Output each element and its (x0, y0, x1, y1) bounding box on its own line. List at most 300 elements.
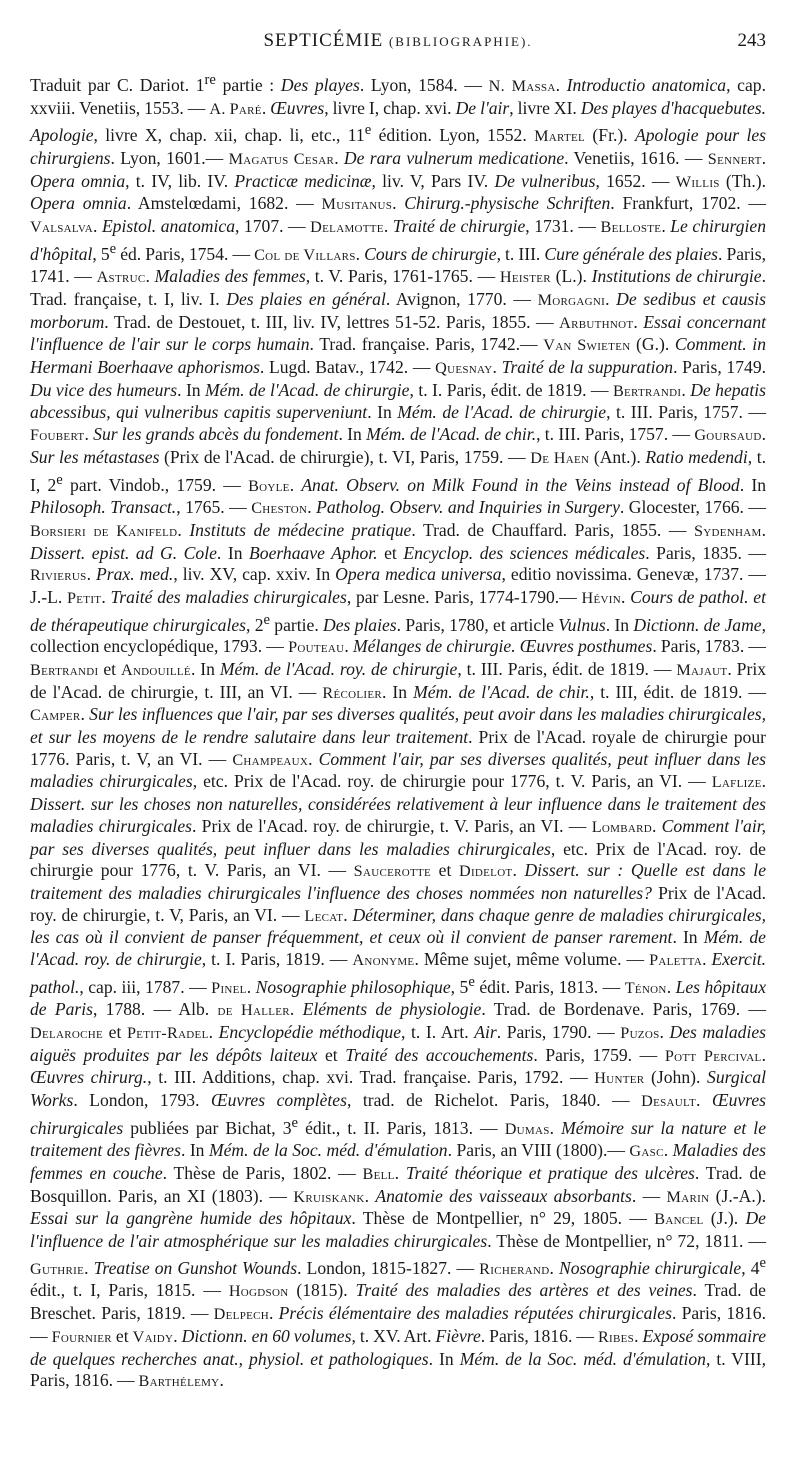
text-run: . (173, 1325, 182, 1346)
text-run: . Trad. de Bosquillon. Paris, an XI (1803). — (30, 1163, 767, 1206)
text-run: . Avignon, 1770. — (385, 288, 538, 309)
text-run: , 5 (92, 243, 110, 264)
text-run: . Lyon, 1584. — (359, 74, 489, 95)
text-run: . Trad. française, t. I, liv. I. (30, 266, 766, 309)
author-name: Heister (499, 268, 551, 287)
author-name: Willis (675, 172, 720, 191)
text-run: . London, 1793. (73, 1090, 212, 1111)
text-run: . Glocester, 1766. — (619, 497, 766, 518)
text-run: . (659, 1021, 670, 1042)
author-name: Majaut (676, 660, 728, 679)
text-run: . (663, 1140, 673, 1161)
title-italic: Traité de la suppuration (501, 357, 674, 378)
title-italic: Cure générale des plaies (544, 243, 719, 264)
text-run: . Amstelœdami, 1682. — (126, 193, 322, 214)
author-name: Richerand (479, 1259, 550, 1278)
text-run: , editio novissima. Genevæ, 1737. — J.-L. (30, 564, 766, 607)
title-italic: Anatomie des vaisseaux absorbants (375, 1185, 632, 1206)
author-name: Quesnay (435, 359, 493, 378)
title-italic: Les hôpitaux de Paris (30, 976, 767, 1020)
text-run: , t. I. Paris, 1819. — (201, 949, 353, 970)
text-run: , etc. Prix de l'Acad. roy. de chirurgie pour 1776, t. V. Paris, an VI. — (30, 838, 766, 881)
text-run: édit. Paris, 1813. — (474, 976, 625, 997)
text-run: . Paris, 1790. — (496, 1021, 621, 1042)
text-run: . (555, 74, 567, 95)
title-italic: Air (474, 1021, 497, 1042)
text-run: (Th.). (719, 170, 766, 191)
title-italic: Mém. de l'Acad. de chirurgie (397, 402, 607, 423)
title-italic: Des playes (280, 74, 360, 95)
text-run: , t. I, 2 (30, 446, 767, 495)
author-name: Magatus Cesar (228, 149, 335, 168)
title-italic: Sur les grands abcès du fondement (93, 424, 339, 445)
author-name: Fournier (51, 1327, 112, 1346)
text-run: . In (739, 474, 766, 495)
author-name: Bertrandi (30, 660, 99, 679)
superscript: e (291, 1114, 299, 1131)
text-run: . (681, 379, 691, 400)
author-name: Pouteau (288, 638, 345, 657)
author-name: Laflize (711, 773, 762, 792)
superscript: e (263, 611, 271, 628)
text-run: part. Vindob., 1759. — (62, 474, 249, 495)
author-name: Ténon (624, 978, 667, 997)
text-run: partie. (270, 614, 323, 635)
text-run: , trad. de Richelot. Paris, 1840. — (346, 1090, 642, 1111)
text-run: . In (367, 402, 398, 423)
text-run: . (761, 1044, 766, 1065)
text-run: . Thèse de Montpellier, n° 29, 1805. — (351, 1208, 655, 1229)
text-run: . (308, 748, 319, 769)
title-italic: Œuvres (270, 97, 325, 118)
text-run: (Ant.). (589, 446, 646, 467)
text-run: , liv. V, Pars IV. (371, 170, 495, 191)
title-italic: Mém. de l'Acad. de chir. (413, 681, 590, 702)
text-run: . (651, 815, 662, 836)
title-italic: Le chirurgien d'hôpital (30, 215, 767, 264)
text-run: , 1707. — (235, 215, 311, 236)
title-italic: Comment l'air, par ses diverses qualités, peut influer dans les maladies chirurgicales (30, 748, 766, 792)
text-run: . Prix de l'Acad. royale de chirurgie pour 1776. Paris, t. V, an VI. — (30, 726, 767, 769)
title-italic: Déterminer, dans chaque genre de maladies chirurgicales, les cas où il convient de panser fréquemment, et ceux où il convient de panser rarement (30, 904, 766, 948)
text-run: . (145, 266, 155, 287)
text-run: , 4 (741, 1257, 760, 1278)
title-italic: Maladies des femmes en couche (30, 1140, 766, 1184)
title-italic: Traité des accouchements (345, 1044, 534, 1065)
text-run: . (84, 424, 94, 445)
text-run: . (364, 1185, 376, 1206)
title-italic: Nosographie chirurgicale (558, 1257, 742, 1278)
author-name: De Haen (530, 448, 590, 467)
text-run: . Paris, 1780, et article (396, 614, 559, 635)
text-run: , livre I, chap. xvi. (324, 97, 456, 118)
text-run: , livre X, chap. xii, chap. li, etc., 11 (93, 125, 365, 146)
title-italic: Précis élémentaire des maladies réputées chirurgicales (278, 1303, 672, 1324)
author-name: Pott Percival (664, 1046, 762, 1065)
title-italic: Instituts de médecine pratique (189, 519, 412, 540)
text-run: , t. III. Paris, 1757. — (606, 402, 766, 423)
text-run: . Prix de l'Acad. roy. de chirurgie, t. V. Paris, an VI. — (191, 815, 592, 836)
author-name: Bertrandi (612, 381, 682, 400)
title-italic: Cours de chirurgie (364, 243, 497, 264)
title-italic: Dictionn. de Jame (633, 614, 762, 635)
author-name: Desault (641, 1092, 697, 1111)
text-run: . In (382, 681, 414, 702)
text-run: édit., t. II. Paris, 1813. — (298, 1117, 505, 1138)
text-run: , t. IV, lib. IV. (125, 170, 235, 191)
author-name: Valsalva (30, 217, 93, 236)
title-italic: Prax. med. (96, 564, 174, 585)
title-italic: Essai sur la gangrène humide des hôpitaux (30, 1208, 352, 1229)
text-run: . (621, 586, 631, 607)
superscript: e (109, 240, 117, 257)
title-italic: De l'air (455, 97, 510, 118)
title-italic: Opera omnia (30, 170, 126, 191)
text-run: édition. Lyon, 1552. (371, 125, 535, 146)
title-italic: Comment. in Hermani Boerhaave aphorismos (30, 334, 766, 378)
title-italic: Practicæ medicinæ (234, 170, 372, 191)
author-name: Vaidy (132, 1327, 174, 1346)
author-name: Lecat (304, 906, 344, 925)
text-run: . (383, 215, 393, 236)
text-run: , 5 (450, 976, 469, 997)
text-run: . Lyon, 1601.— (110, 147, 229, 168)
text-run: . Prix de l'Acad. de chirurgie, t. III, an VI. — (30, 658, 766, 702)
text-run: . In (190, 658, 220, 679)
author-name: Hogdson (228, 1282, 289, 1301)
author-name: N. Massa (488, 76, 556, 95)
author-name: Cheston (251, 499, 308, 518)
text-run: . Paris, 1783. — (652, 636, 767, 657)
author-name: Ribes (597, 1327, 635, 1346)
text-run: . (289, 999, 303, 1020)
text-run: . Lugd. Batav., 1742. — (259, 357, 436, 378)
text-run: (J.). (703, 1208, 746, 1229)
title-italic: Apologie pour les chirurgiens (30, 125, 766, 168)
text-run: et (98, 658, 121, 679)
text-run: . (702, 949, 712, 970)
title-italic: Dissert. sur : Quelle est dans le traitement des maladies chirurgicales l'influence des choses nommées non naturelles? (30, 860, 767, 903)
title-italic: Exposé sommaire de quelques recherches anat., physiol. et pathologiques (30, 1325, 767, 1369)
text-run: . Paris, 1741. — (30, 243, 767, 287)
superscript: e (468, 973, 475, 990)
text-run: (John). (644, 1067, 708, 1088)
title-italic: De rara vulnerum medicatione (343, 147, 565, 168)
text-run: . (696, 1090, 712, 1111)
author-name: Sennert (707, 149, 762, 168)
text-run: . (269, 1303, 279, 1324)
text-run: . Venetiis, 1616. — (564, 147, 708, 168)
title-italic: Nosographie philosophique (255, 976, 451, 997)
title-italic: Epistol. anatomica (101, 215, 235, 236)
text-run: . (355, 243, 365, 264)
author-name: Musitanus (321, 195, 393, 214)
text-run: . (549, 1257, 559, 1278)
title-italic: De hepatis abcessibus, qui vulneribus capitis superveniunt (30, 379, 766, 423)
text-run: , t. I. Art. (401, 1021, 475, 1042)
title-italic: Dissert. epist. ad G. Cole (30, 542, 217, 563)
text-run: Traduit par C. Dariot. 1 (30, 74, 205, 95)
text-run: . (101, 586, 111, 607)
author-name: A. Paré (209, 99, 262, 118)
author-name: Dumas (504, 1119, 550, 1138)
author-name: Petit-Radel (126, 1023, 209, 1042)
text-run: Prix de l'Acad. roy. de chirurgie, t. V, Paris, an VI. — (30, 882, 766, 925)
title-italic: Surgical Works (30, 1067, 766, 1111)
author-name: Didelot (458, 862, 513, 881)
author-name: Goursaud (694, 426, 762, 445)
text-run: . Thèse de Paris, 1802. — (162, 1163, 363, 1184)
text-run: . (93, 215, 102, 236)
title-italic: Vulnus (558, 614, 606, 635)
title-italic: Mélanges de chirurgie. Œuvres posthumes (353, 636, 653, 657)
text-run: , t. III. (496, 243, 545, 264)
author-name: Andouillé (120, 660, 191, 679)
running-title (30, 30, 766, 52)
author-name: Arbuthnot (559, 313, 634, 332)
text-run: . (761, 771, 767, 792)
text-run: . Paris, 1816. — (30, 1303, 766, 1346)
author-name: Paletta (649, 951, 703, 970)
text-run: , 2 (246, 614, 264, 635)
superscript: re (204, 72, 216, 88)
author-name: Martel (534, 127, 586, 146)
text-run: . (394, 1163, 406, 1184)
author-name: Sydenham (693, 521, 762, 540)
title-italic: Philosoph. Transact. (30, 497, 177, 518)
title-italic: Dictionn. en 60 volumes (181, 1325, 352, 1346)
text-run: . (761, 147, 767, 168)
title-italic: Ratio medendi (645, 446, 748, 467)
text-run: , t. III. Paris, édit. de 1819. — (457, 658, 677, 679)
text-run: . (512, 860, 525, 881)
title-italic: Mém. de la Soc. méd. d'émulation (208, 1140, 448, 1161)
title-italic: Cours de pathol. et de thérapeutique chirurgicales (30, 586, 766, 635)
text-run: . (761, 424, 766, 445)
author-name: Kruiskank (293, 1187, 365, 1206)
author-name: Morgagni (537, 290, 606, 309)
text-run: . (661, 215, 671, 236)
text-run: . (177, 519, 190, 540)
title-italic: De l'influence de l'air atmosphérique sur les maladies chirurgicales (30, 1208, 766, 1252)
title-italic: Traité des maladies chirurgicales (110, 586, 347, 607)
text-run: , livre XI. (509, 97, 581, 118)
text-run: . Paris, 1749. (673, 357, 767, 378)
text-run: , t. V. Paris, 1761-1765. — (305, 266, 500, 287)
page-header (30, 30, 766, 60)
text-run: , t. VIII, Paris, 1816. — (30, 1348, 766, 1391)
author-name: Rivierus (30, 566, 87, 585)
text-run: , t. III, édit. de 1819. — (589, 681, 766, 702)
author-name: Foubert (30, 426, 85, 445)
title-italic: Du vice des humeurs (30, 379, 178, 400)
author-name: Barthélemy (138, 1372, 220, 1391)
author-name: Astruc (96, 268, 146, 287)
text-run: . Thèse de Montpellier, n° 72, 1811. — (487, 1231, 767, 1252)
text-run: édit., t. I, Paris, 1815. — (30, 1280, 229, 1301)
text-run: . (289, 474, 302, 495)
text-run: . Paris, 1816. — (480, 1325, 598, 1346)
text-run: publiées par Bichat, 3 (123, 1117, 292, 1138)
title-italic: Anat. Observ. on Milk Found in the Veins instead of Blood (301, 474, 740, 495)
author-name: Borsieri de Kanifeld (30, 521, 178, 540)
author-name: Delaroche (30, 1023, 104, 1042)
text-run: , cap. iii, 1787. — (79, 976, 212, 997)
text-run: , t. III. Additions, chap. xvi. Trad. française. Paris, 1792. — (147, 1067, 595, 1088)
text-run: . In (428, 1348, 460, 1369)
author-name: Camper (30, 706, 81, 725)
title-italic: Des plaies (323, 614, 397, 635)
title-italic: Des plaies en général (226, 288, 386, 309)
text-run: . Trad. de Destouet, t. III, liv. IV, lettres 51-52. Paris, 1855. — (104, 311, 560, 332)
text-run: . In (605, 614, 634, 635)
text-run: . (84, 1257, 94, 1278)
title-italic: Traité de chirurgie (392, 215, 526, 236)
title-italic: Patholog. Observ. and Inquiries in Surgery (316, 497, 620, 518)
author-name: Puzos (620, 1023, 660, 1042)
text-run: , t. XV. Art. (351, 1325, 436, 1346)
title-italic: Mém. de la Soc. méd. d'émulation (459, 1348, 706, 1369)
text-run: partie : (215, 74, 281, 95)
title-italic: Mémoire sur la nature et le traitement des fièvres (30, 1117, 767, 1161)
text-run: (J.-A.). (709, 1185, 766, 1206)
author-name: Hévin (581, 588, 621, 607)
title-italic: Essai concernant l'influence de l'air sur le corps humain (30, 311, 766, 355)
author-name: Gasc (629, 1142, 664, 1161)
text-run: . In (338, 424, 367, 445)
title-italic: Œuvres chirurg. (30, 1067, 148, 1088)
title-italic: De sedibus et causis morborum (30, 288, 766, 332)
bibliography-text (30, 70, 766, 1393)
text-run: . Paris, 1759. — (533, 1044, 665, 1065)
text-run: (Prix de l'Acad. de chirurgie), t. VI, Paris, 1759. — (159, 446, 531, 467)
title-italic: Encyclopédie méthodique (218, 1021, 402, 1042)
text-run: . In (180, 1140, 209, 1161)
title-italic: Boerhaave Aphor. (249, 542, 378, 563)
text-run: . London, 1815-1827. — (297, 1257, 480, 1278)
title-italic: Comment l'air, par ses diverses qualités, peut influer dans les maladies chirurgicales (30, 815, 767, 859)
author-name: Van Swieten (543, 336, 631, 355)
text-run: . (219, 1370, 224, 1391)
text-run: . (80, 704, 90, 725)
text-run: (G.). (630, 334, 675, 355)
page-number: 243 (737, 30, 766, 51)
title-italic: Mém. de l'Acad. de chirurgie (205, 379, 410, 400)
title-italic: Dissert. sur les choses non naturelles, considérées relativement à leur influence dans le traitement des maladies chirurgicales (30, 794, 766, 836)
title-italic: Des playes d'hacquebutes. Apologie (30, 97, 767, 146)
text-run: . (334, 147, 344, 168)
text-run: . — (631, 1185, 667, 1206)
text-run: . (344, 636, 353, 657)
title-italic: Eléments de physiologie (302, 999, 482, 1020)
author-name: Hunter (594, 1069, 645, 1088)
text-run: et (103, 1021, 127, 1042)
author-name: Boyle (248, 476, 290, 495)
text-run: . (86, 564, 96, 585)
text-run: , etc. Prix de l'Acad. roy. de chirurgie pour 1776, t. V. Paris, an VI. — (192, 771, 712, 792)
superscript: e (56, 471, 63, 488)
text-run: , 1652. — (595, 170, 676, 191)
text-run: , 1765. — (176, 497, 252, 518)
superscript: e (364, 122, 372, 139)
title-italic: Maladies des femmes (154, 266, 306, 287)
text-run: . Frankfurt, 1702. — (610, 193, 767, 214)
text-run: (Fr.). (585, 125, 635, 146)
text-run: (1815). (288, 1280, 356, 1301)
title-italic: Mém. de l'Acad. de chir. (366, 424, 537, 445)
text-run: , t. III. Paris, 1757. — (536, 424, 695, 445)
text-run: . (634, 1325, 643, 1346)
author-name: Lombard (591, 817, 652, 836)
author-name: Petit (66, 588, 102, 607)
text-run: . Trad. de Breschet. Paris, 1819. — (30, 1280, 766, 1324)
author-name: Récolier (322, 683, 383, 702)
title-italic: Mém. de l'Acad. roy. de chirurgie (219, 658, 458, 679)
author-name: Saucerotte (353, 862, 432, 881)
text-run: . (605, 288, 617, 309)
text-run: . (633, 311, 644, 332)
title-italic: Sur les influences que l'air, par ses diverses qualités, peut avoir dans les maladies chirurgicales, et sur les moyens de le rendre salutaire dans leur traitement (30, 704, 767, 747)
superscript: e (759, 1254, 767, 1271)
author-name: de Haller (217, 1001, 290, 1020)
text-run: . (246, 976, 256, 997)
title-italic: Traité théorique et pratique des ulcères (405, 1163, 695, 1184)
title-italic: Chirurg.-physische Schriften (404, 193, 611, 214)
running-title-sub: (BIBLIOGRAPHIE). (388, 34, 533, 49)
author-name: Marin (666, 1187, 710, 1206)
text-run: . Paris, 1835. — (645, 542, 766, 563)
text-run: , par Lesne. Paris, 1774-1790.— (346, 586, 582, 607)
text-run: , cap. xxviii. Venetiis, 1553. — (30, 74, 766, 118)
text-run: , collection encyclopédique, 1793. — (30, 614, 767, 657)
title-italic: Treatise on Gunshot Wounds (93, 1257, 298, 1278)
author-name: Pinel (211, 978, 247, 997)
text-run: et (377, 542, 404, 563)
text-run: . (666, 976, 676, 997)
bibliography-paragraph (30, 70, 766, 1393)
title-italic: Encyclop. des sciences médicales (403, 542, 646, 563)
author-name: Col de Villars (254, 245, 356, 264)
title-italic: Sur les métastases (30, 446, 160, 467)
text-run: . (261, 97, 271, 118)
author-name: Champeaux (232, 750, 309, 769)
title-italic: Œuvres complètes (211, 1090, 347, 1111)
title-italic: Mém. de l'Acad. roy. de chirurgie (30, 927, 766, 970)
text-run: . Trad. de Bordenave. Paris, 1769. — (481, 999, 766, 1020)
author-name: Bancel (654, 1210, 704, 1229)
text-run: . (307, 497, 317, 518)
running-title-main: SEPTICÉMIE (263, 30, 384, 51)
author-name: Delpech (213, 1305, 270, 1324)
title-italic: De vulneribus (494, 170, 596, 191)
title-italic: Introductio anatomica (566, 74, 727, 95)
text-run: éd. Paris, 1754. — (116, 243, 255, 264)
author-name: Bell (362, 1165, 395, 1184)
text-run: . (549, 1117, 562, 1138)
text-run: . In (216, 542, 250, 563)
text-run: . Même sujet, même volume. — (414, 949, 650, 970)
author-name: Anonyme (352, 951, 415, 970)
text-run: , 1731. — (525, 215, 601, 236)
title-italic: Institutions de chirurgie (591, 266, 762, 287)
title-italic: Des maladies aiguës produites par les dépôts laiteux (30, 1021, 766, 1065)
text-run: et (431, 860, 459, 881)
title-italic: Fièvre (435, 1325, 481, 1346)
text-run: . Paris, an VIII (1800).— (447, 1140, 630, 1161)
author-name: Delamotte (310, 217, 384, 236)
text-run: . (392, 193, 405, 214)
author-name: Belloste (600, 217, 662, 236)
